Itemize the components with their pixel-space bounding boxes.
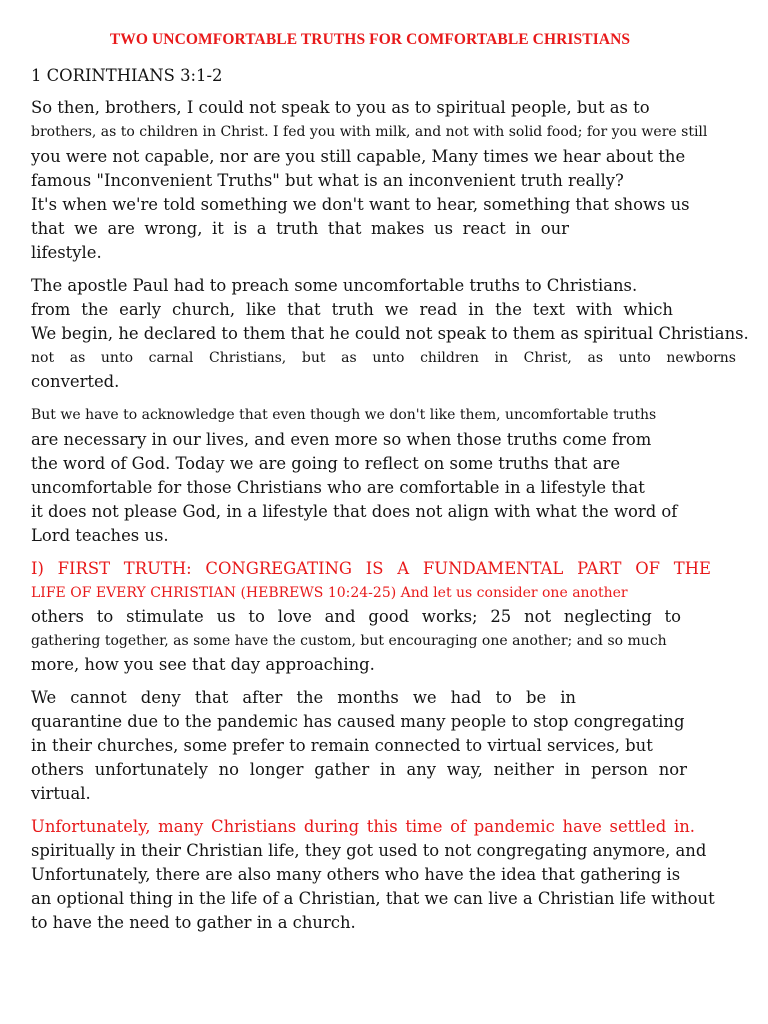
section-heading-scripture: LIFE OF EVERY CHRISTIAN (HEBREWS 10:24-25) And let us consider one another xyxy=(31,585,628,601)
text-line: We cannot deny that after the months we had to be in xyxy=(31,688,576,707)
section-heading: I) FIRST TRUTH: CONGREGATING IS A FUNDAMENTAL PART OF THE xyxy=(31,559,711,578)
text-line: are necessary in our lives, and even more so when those truths come from xyxy=(31,430,652,449)
text-line: others to stimulate us to love and good works; 25 not neglecting to xyxy=(31,607,681,626)
text-line: that we are wrong, it is a truth that makes us react in our xyxy=(31,219,569,238)
text-line: it does not please God, in a lifestyle that does not align with what the word of xyxy=(31,502,678,521)
text-line: Unfortunately, there are also many others who have the idea that gathering is xyxy=(31,865,681,884)
text-line: more, how you see that day approaching. xyxy=(31,655,375,674)
text-line: you were not capable, nor are you still capable, Many times we hear about the xyxy=(31,147,686,166)
text-line: not as unto carnal Christians, but as unto children in Christ, as unto newborns xyxy=(31,350,736,366)
text-line: It's when we're told something we don't want to hear, something that shows us xyxy=(31,195,690,214)
text-line: We begin, he declared to them that he could not speak to them as spiritual Christians. xyxy=(31,324,749,343)
text-line: uncomfortable for those Christians who are comfortable in a lifestyle that xyxy=(31,478,645,497)
text-line: the word of God. Today we are going to reflect on some truths that are xyxy=(31,454,621,473)
text-line: from the early church, like that truth we read in the text with which xyxy=(31,300,673,319)
text-line: virtual. xyxy=(31,784,91,803)
text-line: to have the need to gather in a church. xyxy=(31,913,356,932)
text-line: in their churches, some prefer to remain connected to virtual services, but xyxy=(31,736,653,755)
text-line: So then, brothers, I could not speak to you as to spiritual people, but as to xyxy=(31,98,650,117)
text-line: an optional thing in the life of a Christian, that we can live a Christian life without xyxy=(31,889,715,908)
text-line: converted. xyxy=(31,372,120,391)
text-line: lifestyle. xyxy=(31,243,102,262)
document-title: TWO UNCOMFORTABLE TRUTHS FOR COMFORTABLE CHRISTIANS xyxy=(109,31,631,48)
text-line: others unfortunately no longer gather in any way, neither in person nor xyxy=(31,760,687,779)
text-line: The apostle Paul had to preach some uncomfortable truths to Christians. xyxy=(31,276,638,295)
highlighted-text-line: Unfortunately, many Christians during this time of pandemic have settled in. xyxy=(31,817,695,836)
text-line: Lord teaches us. xyxy=(31,526,169,545)
text-line: brothers, as to children in Christ. I fed you with milk, and not with solid food; for you were still xyxy=(31,124,708,140)
scripture-reference: 1 CORINTHIANS 3:1-2 xyxy=(31,66,223,85)
text-line: quarantine due to the pandemic has caused many people to stop congregating xyxy=(31,712,685,731)
text-line: gathering together, as some have the custom, but encouraging one another; and so much xyxy=(31,633,667,649)
text-line: spiritually in their Christian life, they got used to not congregating anymore, and xyxy=(31,841,707,860)
text-line: But we have to acknowledge that even though we don't like them, uncomfortable truths xyxy=(31,407,657,423)
text-line: famous "Inconvenient Truths" but what is an inconvenient truth really? xyxy=(31,171,624,190)
